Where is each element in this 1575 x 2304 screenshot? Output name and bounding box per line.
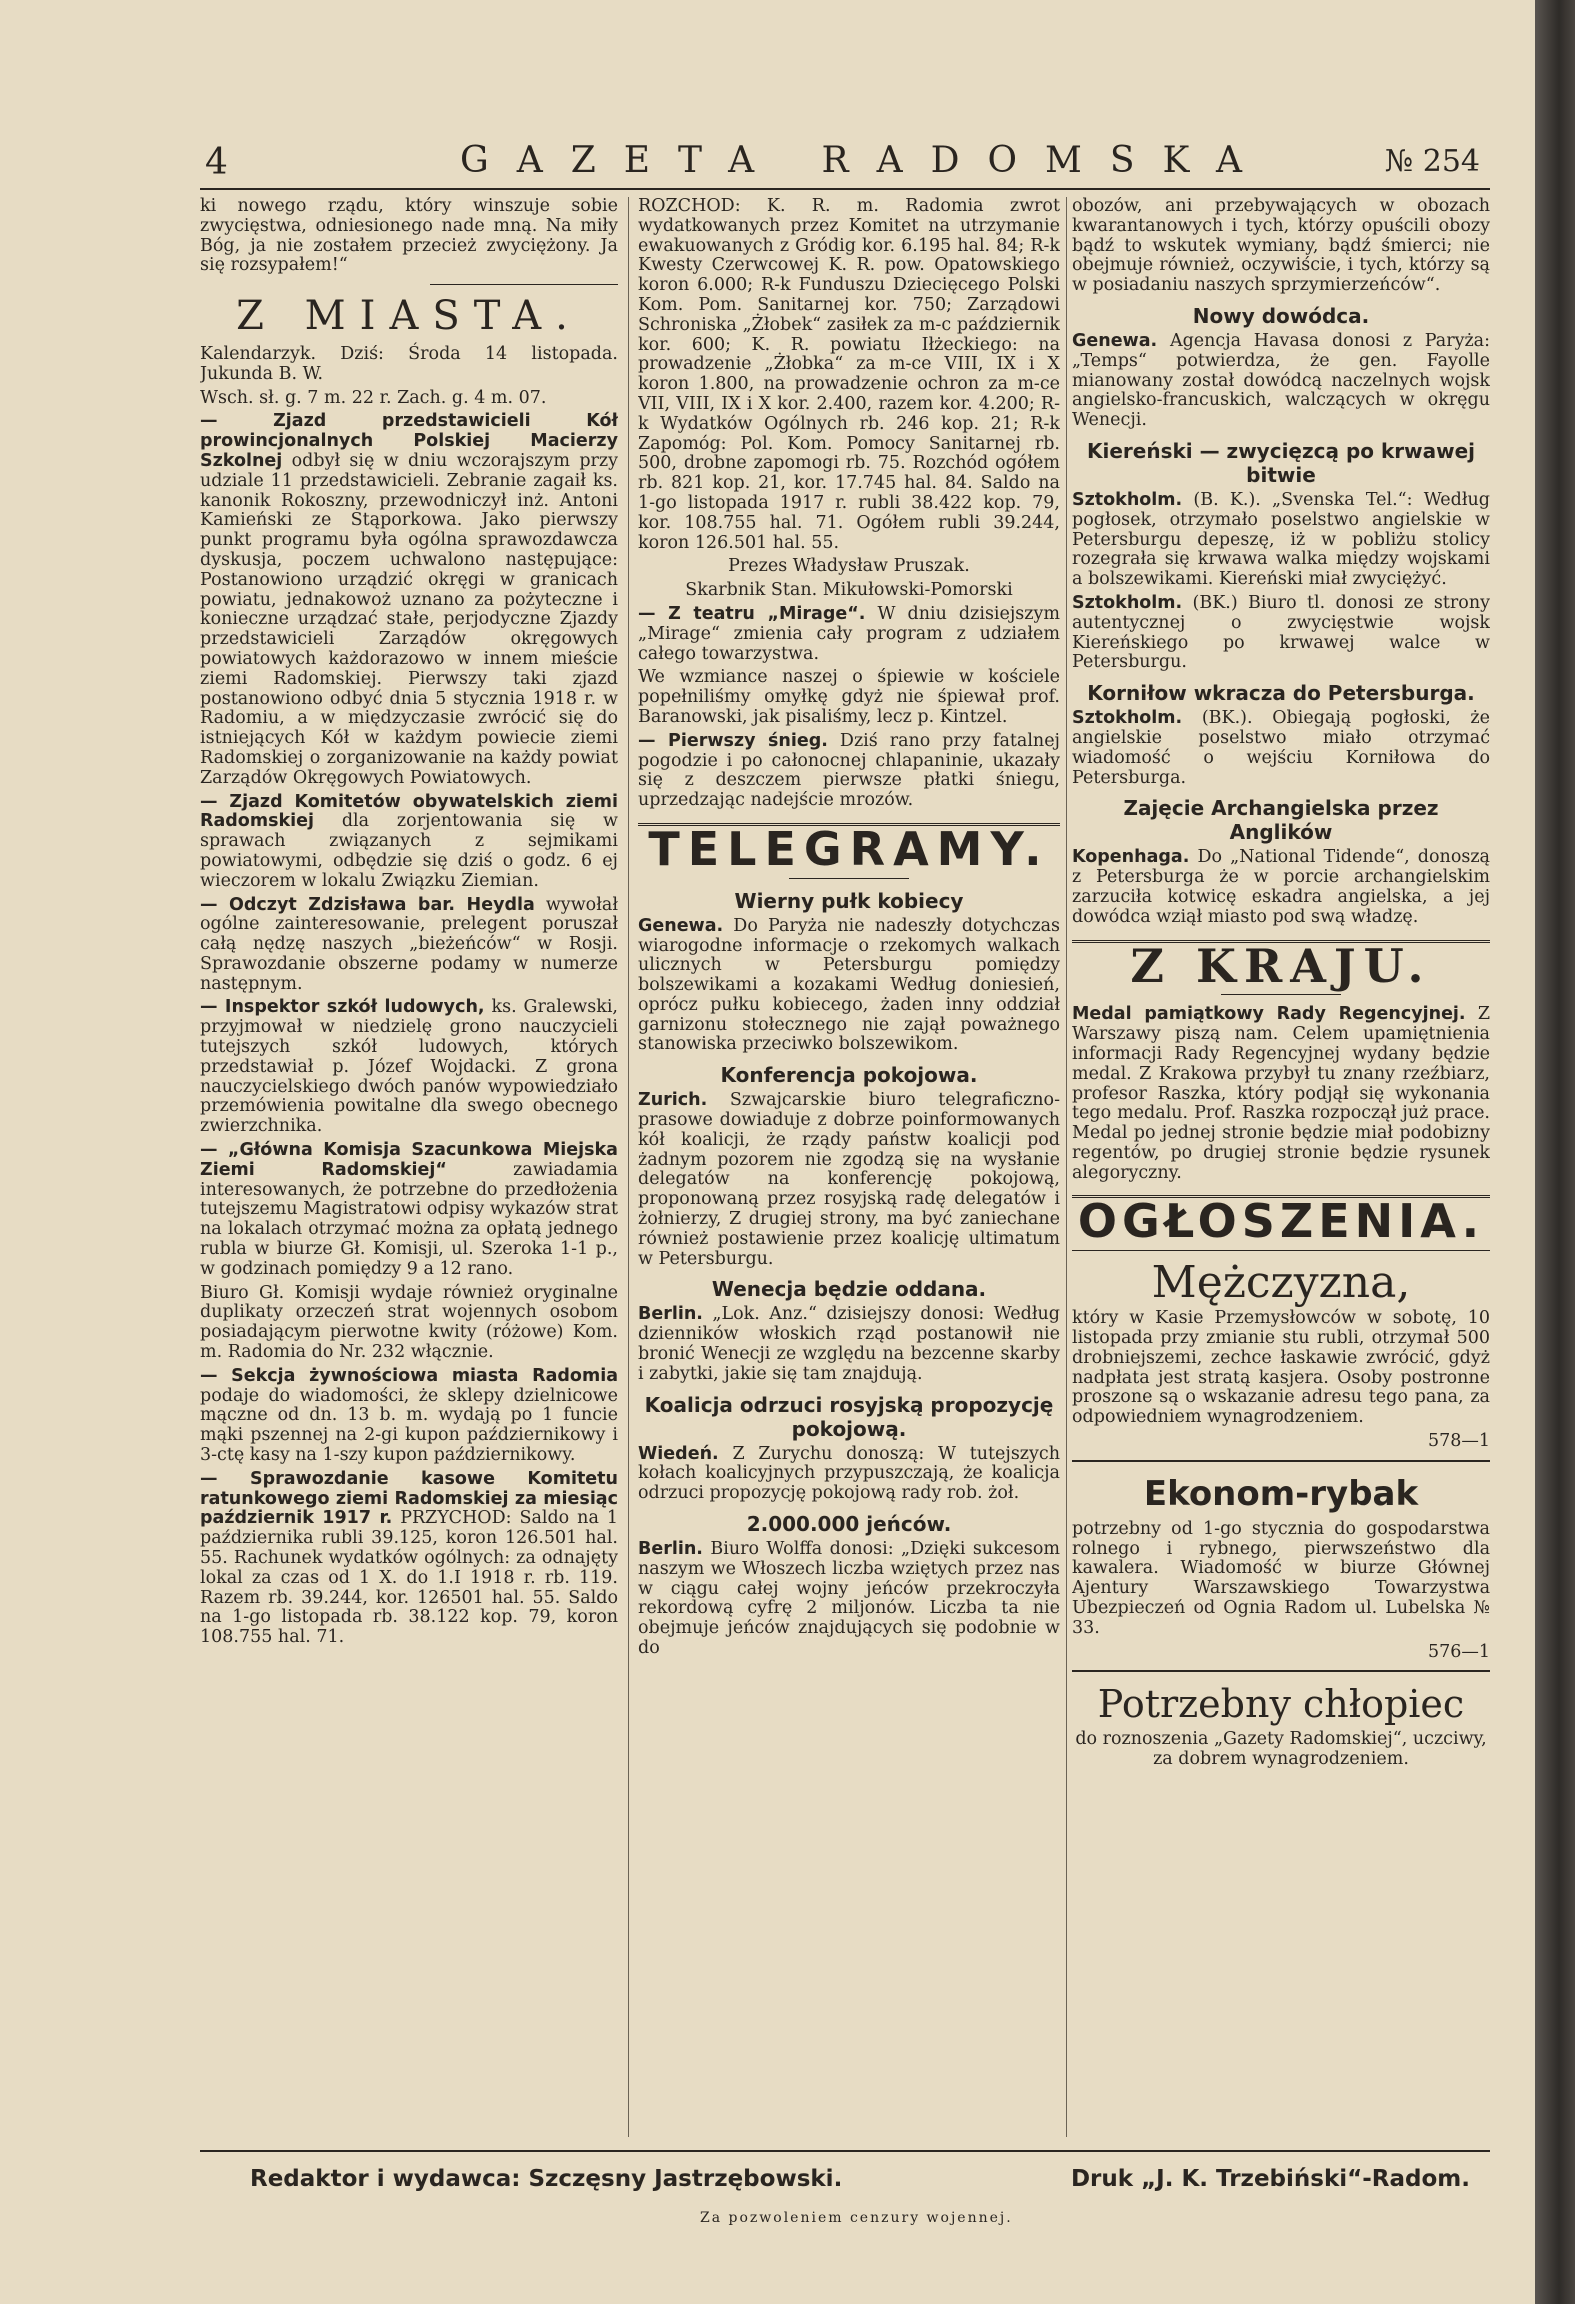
news-item (638, 605, 1060, 664)
news-headline: — „Główna Komisja Szacunkowa Miejska Ziemi Radomskiej“ (200, 1140, 618, 1180)
ad-headline: Mężczyzna, (1151, 1257, 1411, 1309)
news-text: odbył się w dniu wczorajszym przy udziale 11 przedstawicieli. Zebranie zagaił ks. kanonik Rokoszny, przewodniczył inż. Antoni Kamieński ze Stąporkowa. Jako pierwszy punkt programu była ogólna sprawozdawcza dyskusja, poczem uchwalono następujące: Postanowiono urządzić okręgi w granicach powiatu, jednakowoż uznano za pożyteczne i konieczne urządzać stałe, perjodyczne Zjazdy przedstawicieli Zarządów okręgowych powiatowych każdorazowo w innem mieście ziemi Radomskiej. Pierwszy taki zjazd postanowiono odbyć dnia 5 stycznia 1918 r. w Radomiu, a w międzyczasie zwrócić się do istniejących Kół w każdym powiecie ziemi Radomskiej o zorganizowanie na każdy powiat Zarządów Okręgowych Powiatowych. (200, 450, 618, 788)
telegram-item (1072, 709, 1490, 788)
telegram-headline: Zajęcie Archangielska przez Anglików (1123, 796, 1439, 845)
signature-president: Prezes Władysław Pruszak. (728, 556, 970, 577)
telegram-text: (B. K.). „Svenska Tel.“: Według pogłosek, otrzymało poselstwo angielskie w Petersburgu depeszę, iż w pobliżu stolicy rozegrała się krwawa walka między wojskami a bolszewikami. Kiereński miał zwyciężyć. (1072, 489, 1490, 590)
telegram-item (638, 1540, 1060, 1659)
telegram-item (638, 1445, 1060, 1504)
ad-code: 578—1 (1427, 1431, 1490, 1452)
divider (1072, 1250, 1490, 1251)
telegram-headline: 2.000.000 jeńców. (746, 1512, 952, 1537)
ad-code: 576—1 (1427, 1641, 1490, 1662)
column-2 (638, 197, 1060, 2137)
ad-text: potrzebny od 1-go stycznia do gospodarstwa rolnego i rybnego, pierwszeństwo dla kawalera. Wiadomość w biurze Głównej Ajentury Warszawskiego Towarzystwa Ubezpieczeń od Ognia Radom ul. Lubelska № 33. (1072, 1518, 1490, 1638)
divider (1221, 994, 1341, 995)
column-3 (1072, 197, 1490, 2137)
news-text: zawiadamia interesowanych, że potrzebne do przedłożenia tutejszemu Magistratowi odpisy wykazów strat na lokalach otrzymać można za opłatą jednego rubla w biurze Gł. Komisji, ul. Szeroka 1-1 p., w godzinach pomiędzy 9 a 12 rano. (200, 1159, 618, 1279)
news-text: ks. Gralewski, przyjmował w niedzielę grono nauczycieli tutejszych szkół ludowych, których przedstawiał p. Józef Wojdacki. Z grona nauczycielskiego dwóch panów wypowiedziało przemówienia powitalne dla swego obecnego zwierzchnika. (200, 997, 618, 1137)
divider (789, 878, 909, 879)
news-item (638, 732, 1060, 811)
news-item (200, 793, 618, 892)
telegram-headline: Koalicja odrzuci rosyjską propozycję pokojową. (644, 1392, 1054, 1441)
ad-text: do roznoszenia „Gazety Radomskiej“, uczciwy, za dobrem wynagrodzeniem. (1075, 1729, 1487, 1770)
header-rule (200, 188, 1490, 190)
column-divider (1066, 197, 1067, 2137)
telegram-place: Kopenhaga. (1072, 847, 1190, 868)
telegram-item (638, 917, 1060, 1056)
news-headline: — Sekcja żywnościowa miasta Radomia (200, 1365, 618, 1386)
telegram-item (1072, 332, 1490, 431)
masthead (200, 140, 1490, 183)
telegram-place: Berlin. (638, 1539, 703, 1560)
telegram-item (638, 1305, 1060, 1384)
news-item (200, 1367, 618, 1466)
telegram-headline: Korniłow wkracza do Petersburga. (1087, 681, 1475, 706)
news-text: Z Warszawy piszą nam. Celem upamiętnienia informacji Rady Regencyjnej wydany będzie medal. Z Krakowa przybył tu znany rzeźbiarz, profesor Raszka, który podjął się wykonania tego medalu. Prof. Raszka rozpoczął już prace. Medal po jednej stronie będzie miał podobizny regentów, po drugiej stronie będzie rysunek alegoryczny. (1072, 1004, 1490, 1183)
news-item (200, 896, 618, 995)
news-headline: Medal pamiątkowy Rady Regencyjnej. (1072, 1004, 1466, 1025)
news-item (1072, 1005, 1490, 1183)
column-divider (628, 197, 629, 2137)
telegram-place: Genewa. (638, 915, 724, 936)
telegram-item (1072, 848, 1490, 927)
news-item (200, 1470, 618, 1648)
telegram-text: (BK.) Biuro tl. donosi ze strony autentycznej o zwycięstwie wojsk Kiereńskiego po krwawej walce w Petersburgu. (1072, 592, 1490, 673)
article-continuation: ki nowego rządu, który winszuje sobie zwycięstwa, odniesionego nade mną. Na miły Bóg, ja nie zostałem przecież zwyciężony. Ja się rozsypałem!“ (200, 197, 618, 276)
editor-publisher: Redaktor i wydawca: Szczęsny Jastrzębowski. (250, 2166, 843, 2192)
section-title-z-kraju: Z KRAJU. (1130, 938, 1432, 993)
calendar: Kalendarzyk. Dziś: Środa 14 listopada. Jukunda B. W. (200, 343, 618, 384)
news-headline: — Zjazd przedstawicieli Kół prowincjonalnych Polskiej Macierzy Szkolnej (200, 411, 618, 471)
news-item (200, 412, 618, 788)
ad-headline: Ekonom-rybak (1143, 1473, 1419, 1514)
news-headline: — Sprawozdanie kasowe Komitetu ratunkowego ziemi Radomskiej za miesiąc październik 1917 r. (200, 1468, 618, 1529)
telegram-text: „Lok. Anz.“ dzisiejszy donosi: Według dzienników włoskich rząd postanowił nie bronić Wenecji ze względu na bezcenne skarby i zabytki, jakie się tam znajdują. (638, 1304, 1060, 1384)
news-headline: — Zjazd Komitetów obywatelskich ziemi Radomskiej (200, 791, 618, 832)
divider (430, 284, 618, 285)
telegram-place: Genewa. (1072, 330, 1158, 351)
ad-text: który w Kasie Przemysłowców w sobotę, 10 listopada przy zmianie stu rubli, otrzymał 500 drobniejszemi, zechce łaskawie zwrócić, gdyż nadpłata jest stratą kasjera. Osoby postronne proszone są o wskazanie adresu tego pana, za odpowiedniem wynagrodzeniem. (1072, 1308, 1490, 1428)
news-text: ROZCHOD: K. R. m. Radomia zwrot wydatkowanych przez Komitet na utrzymanie ewakuowanych z Gródig kor. 6.195 hal. 84; R-k Kwesty Czerwcowej K. R. pow. Opatowskiego koron 6.000; R-k Funduszu Dziecięcego Polski Kom. Pom. Sanitarnej kor. 750; Zarządowi Schroniska „Żłobek“ zasiłek za m-c październik kor. 600; K. R. powiatu Iłżeckiego: na prowadzenie „Żłobka“ za m-ce VIII, IX i X koron 1.800, na prowadzenie ochron za m-ce VII, VIII, IX i X kor. 2.400, razem kor. 4.200; R-k Wydatków Ogólnych rb. 246 kop. 21; R-k Zapomóg: Pol. Kom. Pomocy Sanitarnej rb. 500, drobne zapomogi rb. 75. Rozchód ogółem rb. 821 kop. 21, kor. 17.745 hal. 84. Saldo na 1-go listopada 1917 r. rubli 38.422 kop. 79, kor. 108.755 hal. 71. Ogółem rubli 39.244, koron 126.501 hal. 55. (638, 197, 1060, 553)
divider (1072, 1670, 1490, 1672)
news-text: PRZYCHOD: Saldo na 1 października rubli 39.125, koron 126.501 hal. 55. Rachunek wydatków ogólnych: za odnajęty lokal za czas od 1 X. do 1.I 1918 r. rb. 119. Razem rb. 39.244, kor. 126501 hal. 55. Saldo na 1-go listopada rb. 38.122 kop. 79, koron 108.755 hal. 71. (200, 1508, 618, 1648)
telegram-text: Do „National Tidende“, donoszą z Petersburga że w porcie archangielskim zarzuciła kotwicę eskadra angielska, a jej dowódca wziął miasto pod swą władzę. (1072, 847, 1490, 927)
section-title-z-miasta: Z MIASTA. (236, 293, 582, 340)
news-text: wywołał ogólne zainteresowanie, prelegent poruszał całą nędzę naszych „bieżeńców“ w Rosji. Sprawozdanie obszerne podamy w numerze następnym. (200, 894, 618, 994)
telegram-continuation: obozów, ani przebywających w obozach kwarantanowych i tych, którzy opuścili obozy bądź to wskutek wymiany, bądź śmierci; nie obejmuje również, oczywiście, i tych, którzy są w posiadaniu naszych sprzymierzeńców“. (1072, 197, 1490, 296)
column-1 (200, 197, 618, 2137)
telegram-place: Sztokholm. (1072, 708, 1183, 729)
telegram-text: Szwajcarskie biuro telegraficzno-prasowe dowiaduje z dobrze poinformowanych kół koalicji, że rządy państw koalicji pod żadnym pozorem nie zgodzą się na wysłanie delegatów na konferencję pokojową, proponowaną przez rosyjską radę delegatów i żołnierzy, Z drugiej strony, ma być zaniechane również postawienie przez koalicję ultimatum w Petersburgu. (638, 1090, 1060, 1269)
telegram-headline: Konferencja pokojowa. (720, 1063, 978, 1088)
news-text: podaje do wiadomości, że sklepy dzielnicowe mączne od dn. 13 b. m. wydają po 1 funcie mąki pszennej na 2-gi kupon październikowy i 3-ctę kasy na 1-szy kupon październikowy. (200, 1385, 618, 1466)
telegram-item (638, 1091, 1060, 1269)
news-text: dla zorjentowania się w sprawach związanych z sejmikami powiatowymi, odbędzie się dziś o godz. 6 ej wieczorem w lokalu Związku Ziemian. (200, 811, 618, 891)
issue-number: № 254 (1384, 144, 1480, 179)
telegram-place: Sztokholm. (1072, 489, 1183, 510)
telegram-text: (BK.). Obiegają pogłoski, że angielskie poselstwo miało otrzymać wiadomość o wejściu Korniłowa do Petersburga. (1072, 708, 1490, 788)
telegram-text: Agencja Havasa donosi z Paryża: „Temps“ potwierdza, że gen. Fayolle mianowany został dowódcą naczelnych wojsk angielsko-francuskich, walczących w okręgu Wenecji. (1072, 330, 1490, 431)
telegram-item (1072, 594, 1490, 673)
telegram-headline: Wierny pułk kobiecy (734, 888, 964, 913)
page-number: 4 (205, 142, 228, 183)
sunrise-sunset: Wsch. sł. g. 7 m. 22 r. Zach. g. 4 m. 07. (200, 387, 547, 408)
news-text: Dziś rano przy fatalnej pogodzie i po całonocnej chlapaninie, ukazały się z deszczem pierwsze płatki śniegu, uprzedzając nadejście mrozów. (638, 730, 1060, 811)
section-title-ogloszenia: OGŁOSZENIA. (1077, 1194, 1485, 1249)
telegram-text: Do Paryża nie nadeszły dotychczas wiarogodne informacje o rzekomych walkach ulicznych w Petersburgu pomiędzy bolszewikami a kozakami Według doniesień, oprócz pułku kobiecego, żaden inny oddział garnizonu stołecznego nie zajął poważnego stanowiska przeciwko bolszewikom. (638, 915, 1060, 1055)
news-text: Biuro Gł. Komisji wydaje również oryginalne duplikaty orzeczeń strat wojennych osobom posiadającym pierwotne kwity (różowe) Kom. m. Radomia do Nr. 232 włącznie. (200, 1282, 618, 1363)
printing-house: Druk „J. K. Trzebiński“-Radom. (1070, 2166, 1470, 2192)
telegram-item (1072, 491, 1490, 590)
news-item (200, 998, 618, 1137)
newspaper-title: GAZETA RADOMSKA (460, 140, 1270, 181)
footer-rule (200, 2150, 1490, 2152)
telegram-text: Z Zurychu donoszą: W tutejszych kołach koalicyjnych przypuszczają, że koalicja odrzuci propozycję pokojową rady rob. żoł. (638, 1443, 1060, 1504)
telegram-place: Zurich. (638, 1090, 708, 1111)
censorship-note: Za pozwoleniem cenzury wojennej. (700, 2210, 1013, 2226)
news-headline: — Z teatru „Mirage“. (638, 603, 866, 624)
news-text: We wzmiance naszej o śpiewie w kościele popełniliśmy omyłkę gdyż nie śpiewał prof. Baranowski, jak pisaliśmy, lecz p. Kintzel. (638, 667, 1060, 727)
news-headline: — Odczyt Zdzisława bar. Heydla (200, 894, 535, 915)
telegram-text: Biuro Wolffa donosi: „Dzięki sukcesom naszym we Włoszech liczba wziętych przez nas w ciągu całej wojny jeńców przekroczyła rekordową cyfrę 2 miljonów. Liczba ta nie obejmuje jeńców znajdujących się podobnie w do (638, 1539, 1060, 1659)
telegram-headline: Wenecja będzie oddana. (711, 1277, 987, 1302)
telegram-headline: Kiereński — zwycięzcą po krwawej bitwie (1086, 438, 1475, 487)
telegram-place: Wiedeń. (638, 1443, 719, 1464)
telegram-place: Sztokholm. (1072, 592, 1183, 613)
divider (1072, 1460, 1490, 1462)
news-headline: — Inspektor szkół ludowych, (200, 997, 485, 1018)
ad-headline: Potrzebny chłopiec (1097, 1682, 1465, 1727)
book-binding (1535, 0, 1575, 2304)
news-headline: — Pierwszy śnieg. (638, 730, 828, 751)
signature-treasurer: Skarbnik Stan. Mikułowski-Pomorski (685, 580, 1013, 601)
telegram-place: Berlin. (638, 1304, 703, 1325)
news-item (200, 1141, 618, 1280)
news-text: W dniu dzisiejszym „Mirage“ zmienia cały program z udziałem całego towarzystwa. (638, 603, 1060, 664)
section-title-telegramy: TELEGRAMY. (648, 821, 1050, 876)
telegram-headline: Nowy dowódca. (1192, 303, 1370, 328)
